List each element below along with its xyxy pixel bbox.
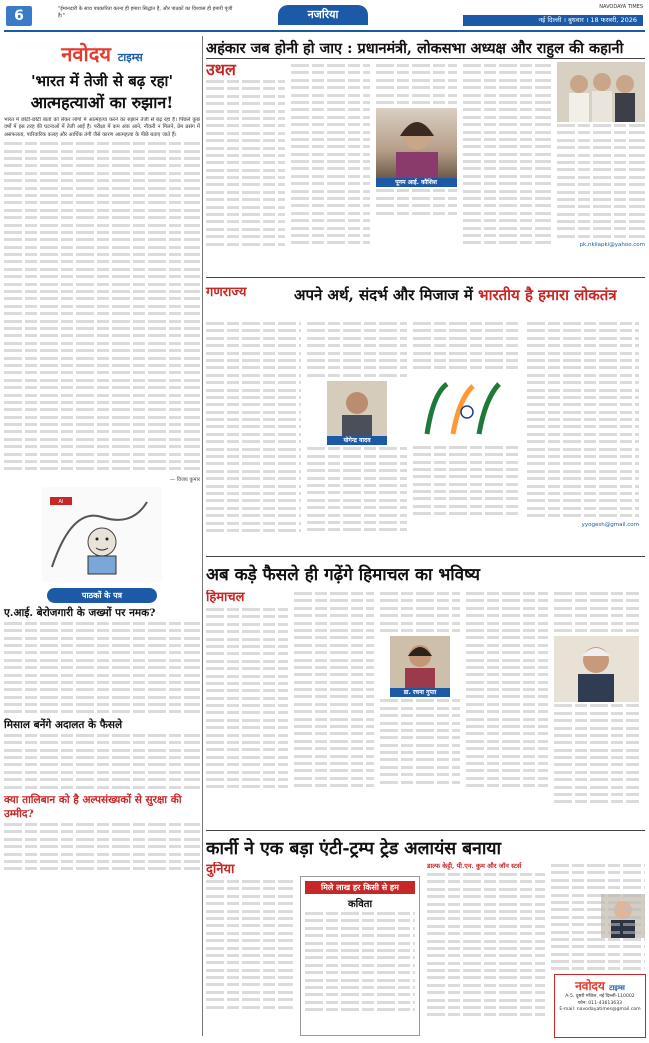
- svg-text:AI: AI: [58, 498, 64, 505]
- article3-kicker: हिमाचल: [206, 590, 245, 605]
- article3-col2: [294, 590, 374, 830]
- article1-author-photo: [376, 108, 457, 178]
- article1-author-caption: पूनम आई. कौशिश: [376, 178, 457, 187]
- poem-box: [300, 876, 420, 1036]
- editorial-body: भारत में छोटी-छोटी बातों को लेकर लोगों में आत्महत्या करने का रुझान तेजी से बढ़ रहा है। पिछले कुछ वर्षों में इस तरह की घटनाओं में तेजी आई है। परीक्षा में कम अंक आने, नौकरी न मिलने, प्रेम प्रसंग में असफलता, पारिवारिक कलह और आर्थिक तंगी जैसे कारण आत्महत्या के पीछे बताए जाते हैं।: [4, 117, 200, 138]
- article2-col3: [413, 320, 521, 550]
- article4-headline: कार्नी ने एक बड़ा एंटी-ट्रम्प ट्रेड अलायंस बनाया: [206, 839, 502, 859]
- article1-col4: [463, 62, 552, 272]
- author-portrait-icon: [390, 636, 450, 688]
- page-header: [0, 0, 649, 32]
- column-divider: [202, 36, 203, 1036]
- article1-kicker: उथल: [206, 62, 236, 79]
- article2-col1: [206, 320, 301, 550]
- article3-col5: [554, 590, 639, 830]
- article2-author-caption: योगेन्द्र यादव: [327, 436, 387, 445]
- author-portrait-icon: [376, 108, 457, 178]
- article3-author-caption: डा. रचना गुप्ता: [390, 688, 450, 697]
- article2-header: [206, 283, 645, 317]
- letters-section-head: पाठकों के पत्र: [47, 588, 157, 603]
- article1-group-photo: [557, 62, 645, 122]
- article4-subhead: डाल्फ केट्टी, पी.एन. कुम और जॉन स्टर्स: [427, 862, 522, 870]
- article1-col2: [291, 62, 370, 272]
- publisher-box: [554, 974, 646, 1038]
- article3-top-rule: [206, 556, 645, 557]
- author-portrait-icon: [327, 381, 387, 436]
- letter1-headline: ए.आई. बेरोजगारी के जख्मों पर नमक?: [4, 606, 156, 619]
- editorial-text-block: [4, 142, 200, 470]
- article1-headline: अहंकार जब होनी हो जाए : प्रधानमंत्री, लोकसभा अध्यक्ष और राहुल की कहानी: [206, 40, 624, 57]
- letter2-text: [4, 734, 200, 789]
- article1-col1: [206, 62, 285, 272]
- person-photo-icon: [554, 636, 639, 702]
- article3-col3: [380, 590, 460, 830]
- left-column: [4, 36, 200, 1036]
- article2-author-photo: [327, 381, 387, 436]
- page-number: 6: [6, 6, 32, 26]
- editorial-title-line1: 'भारत में तेजी से बढ़ रहा': [30, 72, 174, 90]
- brand-name: नवोदय: [61, 42, 111, 66]
- article2-top-rule: [206, 277, 645, 278]
- article1-columns: [206, 62, 645, 272]
- article3-cm-photo: [554, 636, 639, 702]
- article3-headline: अब कड़े फैसले ही गढ़ेंगे हिमाचल का भविष्य: [206, 565, 481, 585]
- letter2-headline: मिसाल बनेंगे अदालत के फैसले: [4, 718, 123, 731]
- brand-logo: [4, 40, 200, 67]
- article3-col4: [466, 590, 548, 830]
- flag-icon: [413, 374, 521, 444]
- masthead-right: NAVODAYA TIMES: [599, 4, 643, 10]
- article4-col1: [206, 862, 293, 1038]
- article1-rule: [206, 58, 645, 59]
- header-tagline: "ईमानदारी के साथ पत्रकारिता करना ही हमारा सिद्धांत है, और पाठकों का विश्वास ही हमारी पूंजी है।": [58, 6, 233, 19]
- article3-author-photo: [390, 636, 450, 688]
- group-photo-icon: [557, 62, 645, 122]
- editorial-cartoon: [42, 487, 162, 582]
- header-rule: [4, 30, 645, 32]
- publisher-email: E-mail: navodayatimes@gmail.com: [559, 1007, 641, 1013]
- article4-kicker: दुनिया: [206, 862, 235, 877]
- article2-headline: अपने अर्थ, संदर्भ और मिजाज में भारतीय है हमारा लोकतंत्र: [294, 286, 617, 304]
- poem-box-title: मिले लाख हर किसी से हम: [305, 881, 415, 894]
- publisher-phone: फोन: 011-43613633: [577, 1000, 623, 1006]
- article4-col3: [427, 862, 545, 1038]
- publisher-address: A-5, दूसरी मंजिल, नई दिल्ली-110002: [565, 994, 635, 999]
- article4-top-rule: [206, 830, 645, 831]
- letter3-text: [4, 823, 200, 870]
- article2-columns: [206, 320, 645, 550]
- date-line: नई दिल्ली । बुधवार । 18 फरवरी, 2026: [463, 15, 643, 26]
- brand-suffix: टाइम्स: [117, 51, 143, 64]
- article2-flag-illustration: [413, 374, 521, 444]
- article2-email: yyogesh@gmail.com: [581, 521, 639, 528]
- article2-kicker: गणराज्य: [206, 285, 247, 300]
- section-title: नजरिया: [278, 5, 368, 25]
- editorial-signature: — विजय कुमार: [169, 476, 200, 483]
- letter3-headline: क्या तालिबान को है अल्पसंख्यकों से सुरक्षा की उम्मीद?: [4, 794, 182, 820]
- article1-email: pk.nkilapki@yahoo.com: [579, 242, 645, 249]
- article3-col1: [206, 590, 288, 830]
- letter1-text: [4, 622, 200, 714]
- editorial-title-line2: आत्महत्याओं का रुझान!: [30, 93, 174, 112]
- article2-col2: [307, 320, 407, 550]
- article1-col3: [376, 62, 457, 272]
- poem-box-subtitle: कविता: [347, 899, 373, 910]
- publisher-brand: नवोदय टाइम्स: [575, 979, 625, 993]
- article2-col4: [527, 320, 639, 550]
- article3-columns: [206, 590, 645, 830]
- cartoon-illustration: [42, 487, 162, 582]
- article1-col5: [557, 62, 645, 272]
